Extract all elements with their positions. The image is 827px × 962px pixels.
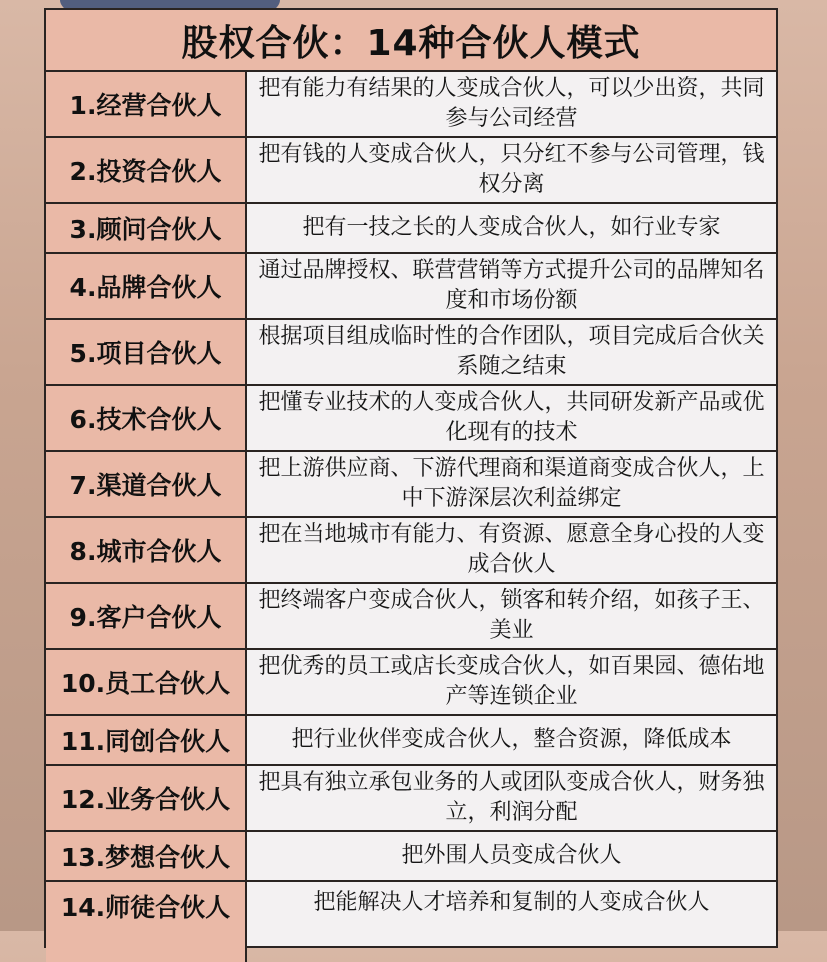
partner-description: 把在当地城市有能力、有资源、愿意全身心投的人变成合伙人 (258, 522, 765, 577)
partner-type: 5.项目合伙人 (46, 320, 247, 384)
partner-description: 把行业伙伴变成合伙人，整合资源，降低成本 (291, 727, 732, 752)
partner-description: 把有钱的人变成合伙人，只分红不参与公司管理，钱权分离 (258, 142, 765, 197)
partner-description: 把优秀的员工或店长变成合伙人，如百果园、德佑地产等连锁企业 (258, 654, 765, 709)
table-row (46, 518, 776, 584)
table-row (46, 882, 776, 962)
table-row (46, 72, 776, 138)
table-row (46, 766, 776, 832)
partner-description: 根据项目组成临时性的合作团队，项目完成后合伙关系随之结束 (258, 324, 765, 379)
partner-description: 把上游供应商、下游代理商和渠道商变成合伙人，上中下游深层次利益绑定 (258, 456, 765, 511)
partner-description: 把能解决人才培养和复制的人变成合伙人 (313, 890, 710, 915)
partner-description: 把有能力有结果的人变成合伙人，可以少出资，共同参与公司经营 (258, 76, 765, 131)
partner-type: 9.客户合伙人 (46, 584, 247, 648)
partner-type: 2.投资合伙人 (46, 138, 247, 202)
partner-type: 6.技术合伙人 (46, 386, 247, 450)
partner-description: 把终端客户变成合伙人，锁客和转介绍，如孩子王、美业 (258, 588, 765, 643)
partner-type: 11.同创合伙人 (46, 716, 247, 764)
table-row (46, 254, 776, 320)
table-row (46, 452, 776, 518)
table-row (46, 320, 776, 386)
partner-type: 7.渠道合伙人 (46, 452, 247, 516)
table-title: 股权合伙：14种合伙人模式 (46, 10, 776, 72)
table-row (46, 832, 776, 882)
table-row (46, 138, 776, 204)
partner-type: 12.业务合伙人 (46, 766, 247, 830)
table-row (46, 584, 776, 650)
table-row (46, 650, 776, 716)
partner-type: 1.经营合伙人 (46, 72, 247, 136)
partner-description: 把懂专业技术的人变成合伙人，共同研发新产品或优化现有的技术 (258, 390, 765, 445)
partner-description: 通过品牌授权、联营营销等方式提升公司的品牌知名度和市场份额 (258, 258, 765, 313)
table-row (46, 386, 776, 452)
table-row (46, 204, 776, 254)
partner-type: 8.城市合伙人 (46, 518, 247, 582)
partner-modes-table (44, 8, 778, 948)
partner-type: 10.员工合伙人 (46, 650, 247, 714)
partner-description: 把有一技之长的人变成合伙人，如行业专家 (302, 215, 721, 240)
table-row (46, 716, 776, 766)
partner-description: 把外围人员变成合伙人 (401, 843, 622, 868)
partner-type: 4.品牌合伙人 (46, 254, 247, 318)
partner-type: 14.师徒合伙人 (46, 882, 247, 962)
partner-type: 3.顾问合伙人 (46, 204, 247, 252)
partner-type: 13.梦想合伙人 (46, 832, 247, 880)
partner-description: 把具有独立承包业务的人或团队变成合伙人，财务独立，利润分配 (258, 770, 765, 825)
